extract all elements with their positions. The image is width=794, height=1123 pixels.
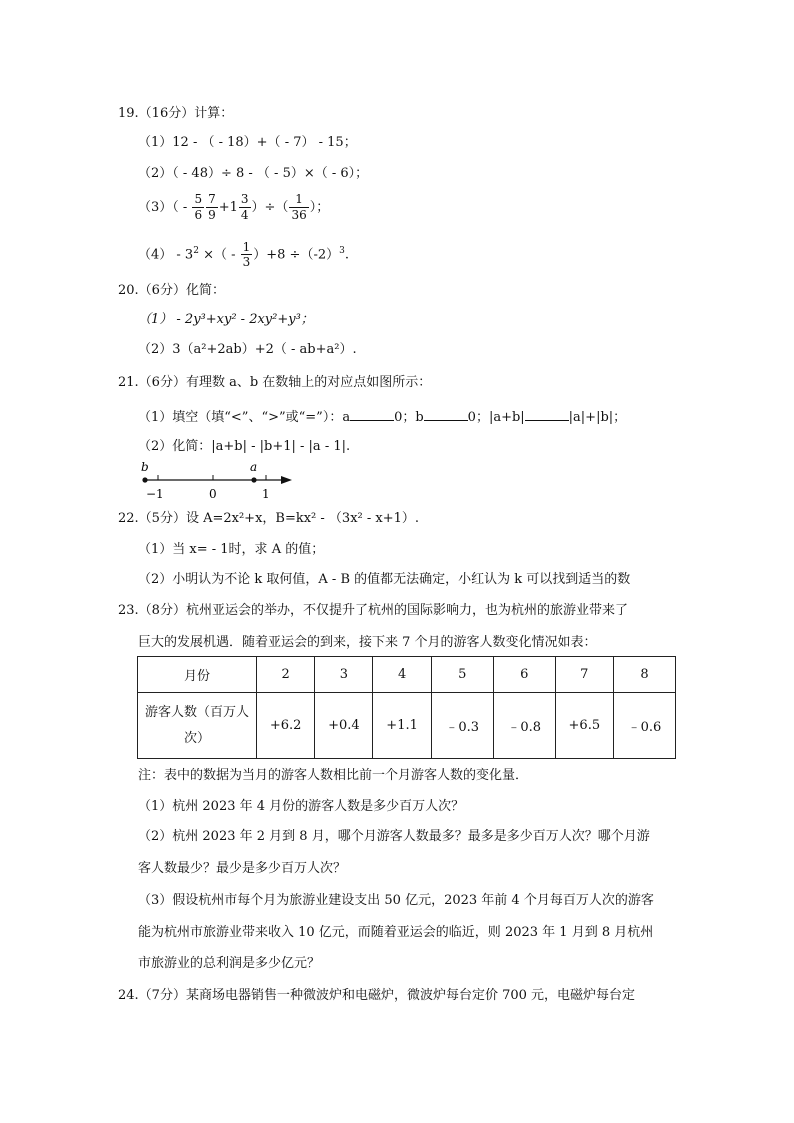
q19-part3-op: ）÷（ <box>251 200 289 215</box>
table-cell: 7 <box>555 657 613 693</box>
fraction <box>206 193 218 221</box>
q22-part1: （1）当 x= - 1时，求 A 的值； <box>138 542 325 557</box>
q23-part2-line2: 客人数最少？最少是多少百万人次？ <box>138 861 347 876</box>
denominator: 3 <box>242 255 251 270</box>
q19-part4-prefix: （4） - 3 <box>138 247 194 263</box>
table-cell: +0.4 <box>315 693 373 759</box>
numerator: 1 <box>242 239 251 254</box>
q21-part1-b: 0；b <box>394 410 424 425</box>
q20-part1: （1） - 2y³+xy² - 2xy²+y³； <box>138 312 314 327</box>
fraction <box>239 193 251 221</box>
table-cell: ﹣0.3 <box>431 693 493 759</box>
tick-label-minus1: −1 <box>146 487 164 501</box>
q19-part4-b: ）+8 ÷（-2） <box>253 247 340 263</box>
tick-label-0: 0 <box>209 487 217 501</box>
denominator: 6 <box>194 208 203 222</box>
q20-part2: （2）3（a²+2ab）+2（ - ab+a²）. <box>138 342 357 357</box>
q23-part2-line1: （2）杭州 2023 年 2 月到 8 月，哪个月游客人数最多？最多是多少百万人次？哪个月游 <box>138 829 650 844</box>
q23-note: 注：表中的数据为当月的游客人数相比前一个月游客人数的变化量． <box>138 768 529 783</box>
table-cell: ﹣0.8 <box>493 693 555 759</box>
fraction <box>241 241 253 269</box>
q21-part1 <box>138 408 626 424</box>
table-header: 月份 <box>138 657 257 693</box>
q23-title-line2: 巨大的发展机遇．随着亚运会的到来，接下来 7 个月的游客人数变化情况如表： <box>138 635 597 650</box>
q21-part2: （2）化简：|a+b| - |b+1| - |a - 1|. <box>138 439 351 454</box>
q19-title: 19.（16分）计算： <box>118 106 234 121</box>
answer-blank[interactable] <box>424 408 468 421</box>
q23-title-line1: 23.（8分）杭州亚运会的举办，不仅提升了杭州的国际影响力，也为杭州的旅游业带来了 <box>118 603 628 618</box>
table-cell: 5 <box>431 657 493 693</box>
numerator: 7 <box>208 192 216 207</box>
point-b <box>142 477 147 482</box>
table-cell: 3 <box>315 657 373 693</box>
table-header-line: 次） <box>183 730 210 746</box>
denominator: 9 <box>208 208 216 222</box>
exponent: 2 <box>193 246 199 256</box>
number-line-arrow <box>281 476 292 484</box>
q19-part3 <box>138 193 329 223</box>
q24-title: 24.（7分）某商场电器销售一种微波炉和电磁炉，微波炉每台定价 700 元，电磁炉每台定 <box>118 988 636 1003</box>
fraction <box>289 193 308 221</box>
q19-part4 <box>138 236 349 270</box>
q20-title: 20.（6分）化简： <box>118 283 225 298</box>
table-cell: 4 <box>373 657 431 693</box>
q19-part4-a: ×（ - <box>198 247 240 263</box>
number-line <box>136 456 296 502</box>
q21-part1-c: 0；|a+b| <box>467 410 525 425</box>
table-cell: 2 <box>257 657 315 693</box>
q23-part3-line2: 能为杭州市旅游业带来收入 10 亿元，而随着亚运会的临近，则 2023 年 1 月到 8 月杭州 <box>138 925 654 940</box>
table-cell: +1.1 <box>373 693 431 759</box>
denominator: 4 <box>240 208 249 222</box>
q23-part3-line1: （3）假设杭州市每个月为旅游业建设支出 50 亿元，2023 年前 4 个月每百万人次的游客 <box>138 893 654 908</box>
q19-part3-mid: +1 <box>218 200 238 215</box>
table-row <box>138 657 676 693</box>
q22-title: 22.（5分）设 A=2x²+x，B=kx² - （3x² - x+1）. <box>118 511 420 526</box>
table-header-line: 游客人数（百万人 <box>144 704 249 720</box>
q19-part1: （1）12 - （ - 18）+（ - 7） - 15； <box>138 135 357 150</box>
q21-part1-d: |a|+|b|； <box>568 410 627 425</box>
tourist-table <box>137 656 676 759</box>
table-cell: 8 <box>613 657 675 693</box>
q21-title: 21.（6分）有理数 a、b 在数轴上的对应点如图所示： <box>118 375 432 390</box>
table-cell: ﹣0.6 <box>613 693 675 759</box>
denominator: 36 <box>291 208 307 222</box>
tick-label-1: 1 <box>262 487 270 501</box>
q22-part2: （2）小明认为不论 k 取何值，A - B 的值都无法确定，小红认为 k 可以找到适当的数 <box>138 572 631 587</box>
table-cell: 6 <box>493 657 555 693</box>
q19-part3-suffix: ）； <box>309 200 330 215</box>
numerator: 5 <box>194 192 203 207</box>
numerator: 1 <box>289 193 308 208</box>
q23-part3-line3: 市旅游业的总利润是多少亿元？ <box>138 956 321 971</box>
table-row <box>138 693 676 759</box>
label-b: b <box>141 460 149 474</box>
q23-part1: （1）杭州 2023 年 4 月份的游客人数是多少百万人次？ <box>138 799 465 814</box>
q19-part3-prefix: （3）（ - <box>138 200 192 215</box>
fraction <box>192 193 204 221</box>
table-cell: +6.2 <box>257 693 315 759</box>
answer-blank[interactable] <box>525 408 569 421</box>
label-a: a <box>250 460 258 474</box>
answer-blank[interactable] <box>350 408 394 421</box>
q19-part4-c: . <box>344 247 349 263</box>
table-header <box>138 693 257 759</box>
numerator: 3 <box>240 192 249 207</box>
q21-part1-a: （1）填空（填“<”、“>”或“=”）：a <box>138 410 351 425</box>
table-cell: +6.5 <box>555 693 613 759</box>
exponent: 3 <box>339 246 345 256</box>
q19-part2: （2）（ - 48）÷ 8 - （ - 5）×（ - 6）； <box>138 166 369 181</box>
point-a <box>251 477 256 482</box>
